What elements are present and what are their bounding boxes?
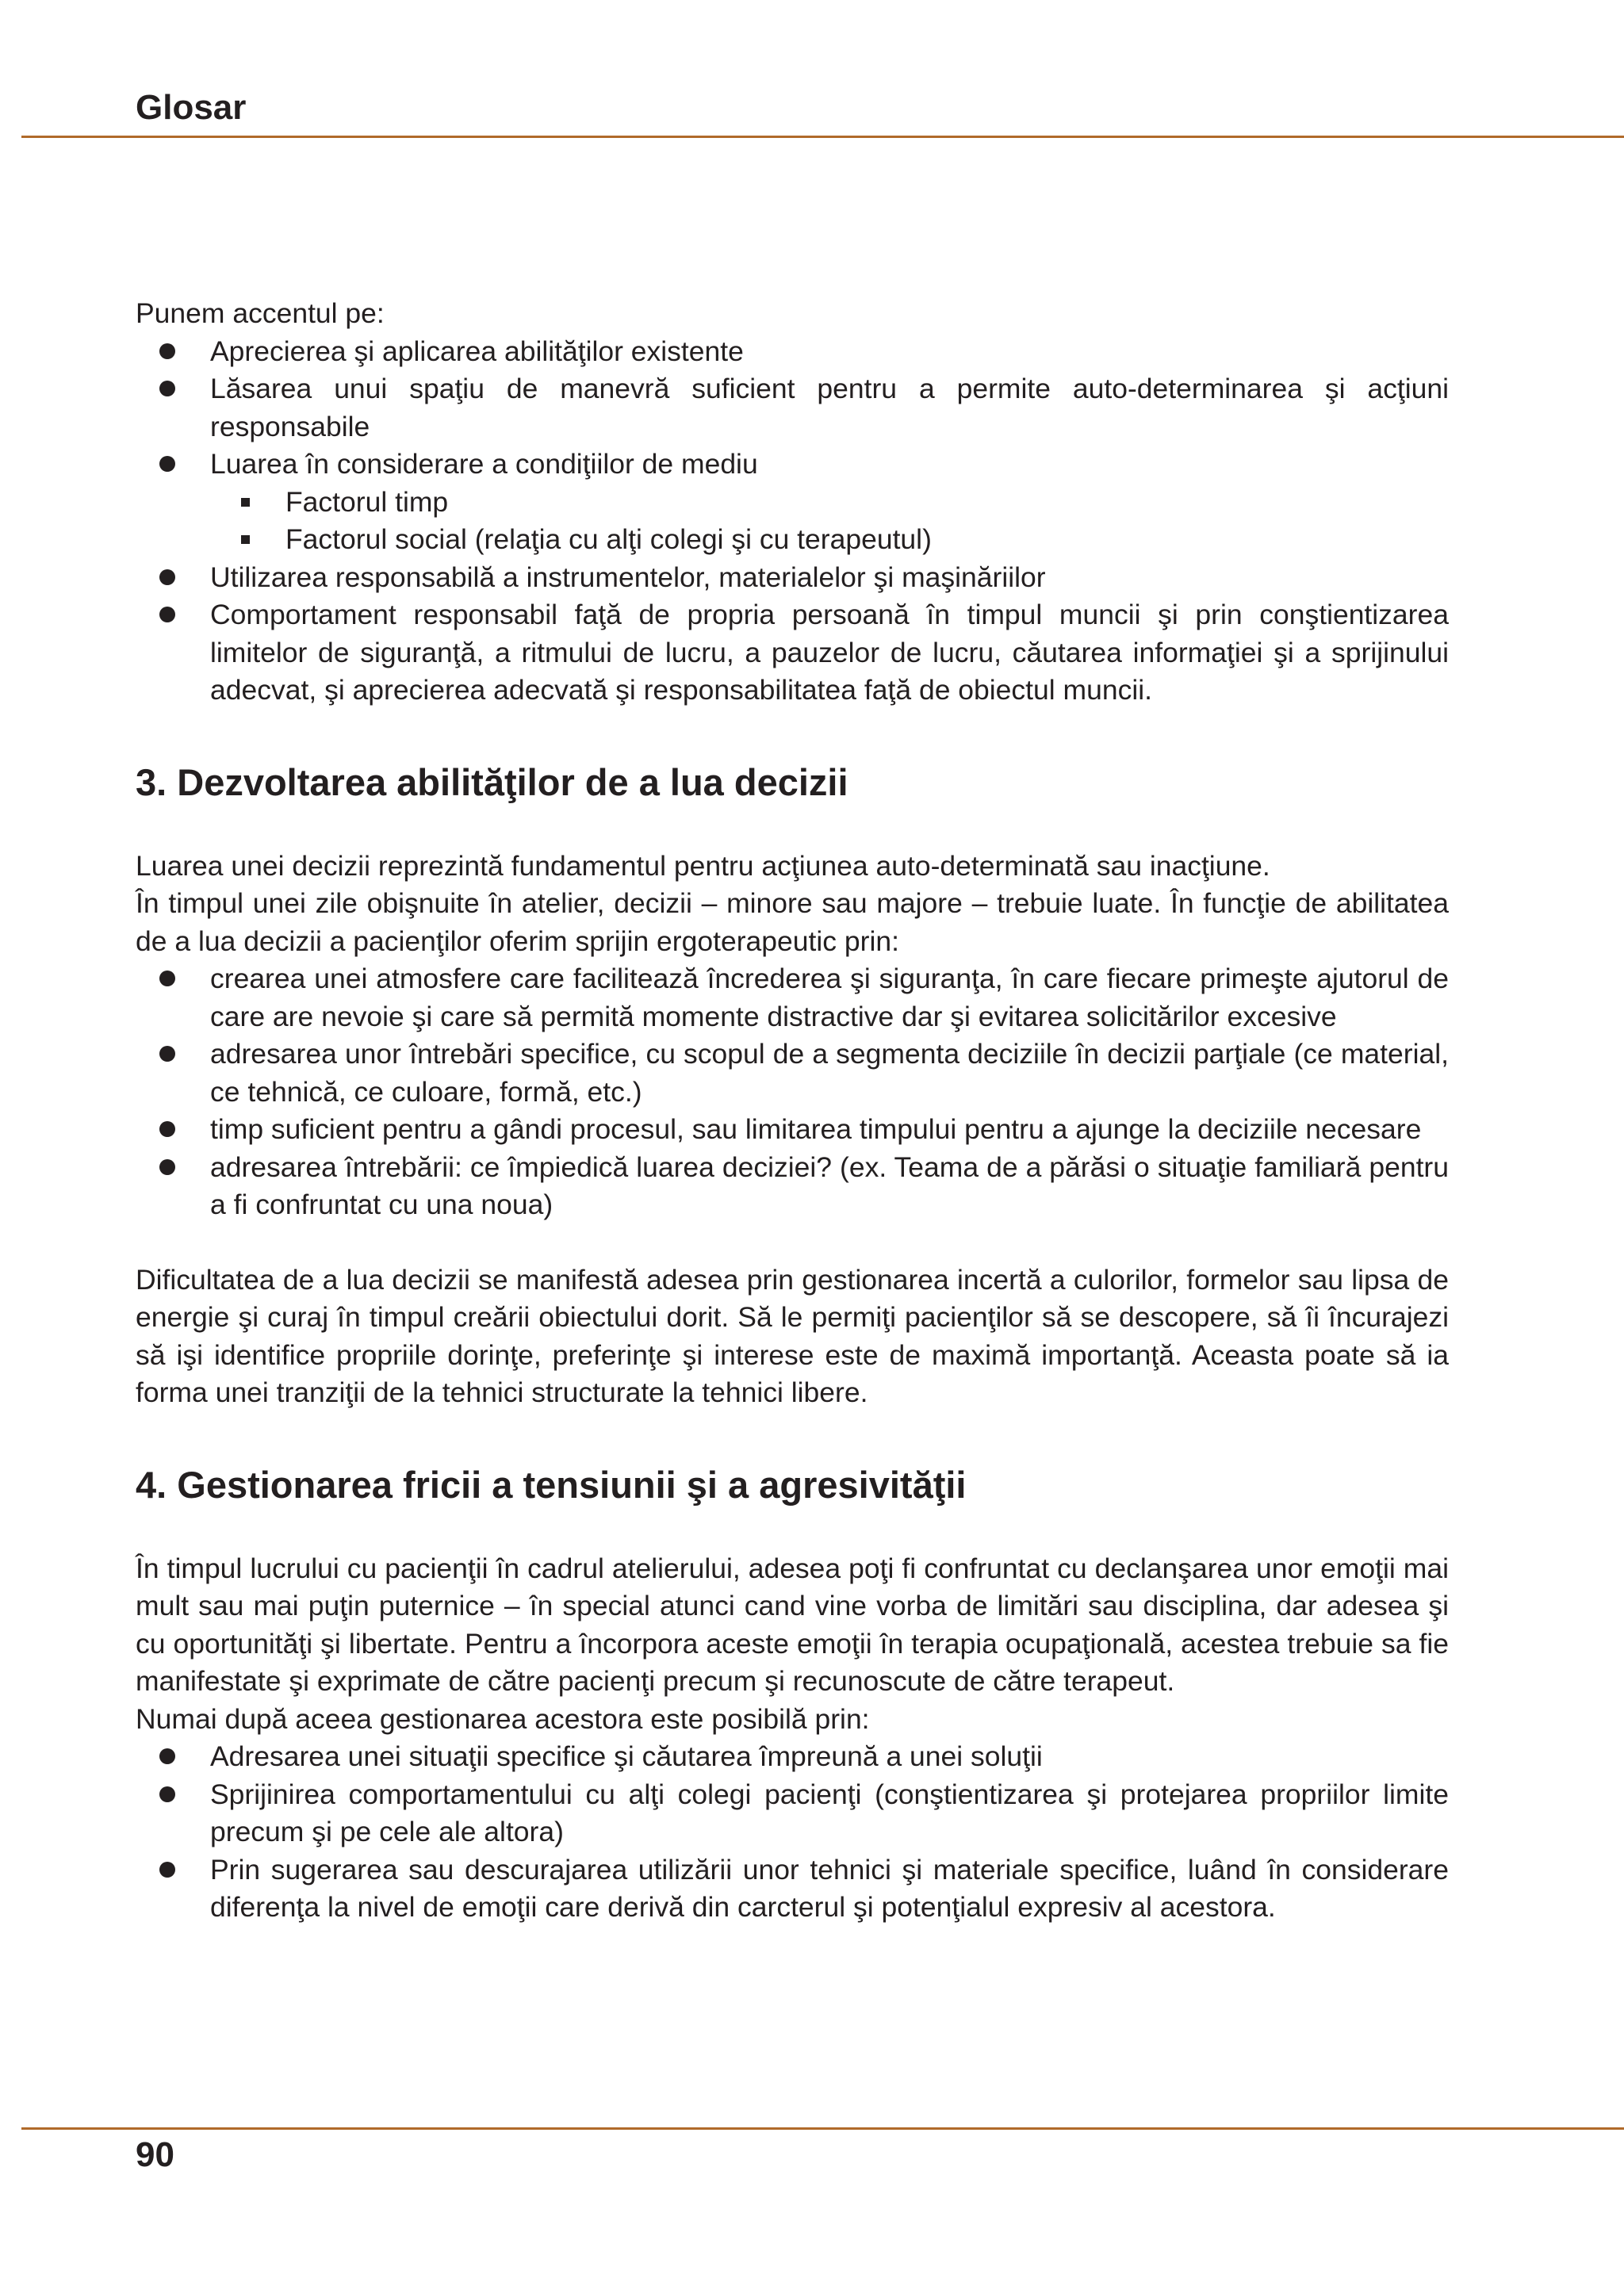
page-content (136, 295, 1449, 1927)
footer-divider (21, 2127, 1624, 2130)
bullet-icon (159, 1121, 175, 1137)
square-bullet-icon (241, 535, 250, 544)
section-4-paragraph: Numai după aceea gestionarea acestora este posibilă prin: (136, 1702, 870, 1735)
section-4-list (136, 1738, 1449, 1927)
bullet-icon (159, 607, 175, 622)
bullet-icon (159, 343, 175, 359)
list-item: Comportament responsabil faţă de propria persoană în timpul muncii şi prin conştientizarea limitelor de siguranţă, a ritmului de lucru, a pauzelor de lucru, căutarea informaţiei şi a sprijinului adecvat, şi aprecierea adecvată şi responsabilitatea faţă de obiectul muncii. (136, 596, 1449, 710)
intro-lead: Punem accentul pe: (136, 297, 385, 329)
bullet-icon (159, 1786, 175, 1802)
intro-list (136, 333, 1449, 710)
list-item: timp suficient pentru a gândi procesul, sau limitarea timpului pentru a ajunge la deciziile necesare (136, 1111, 1449, 1149)
section-4-paragraph: În timpul lucrului cu pacienţii în cadrul atelierului, adesea poţi fi confruntat cu declanşarea unor emoţii mai mult sau mai puţin puternice – în special atunci cand vine vorba de limitări sau disciplina, dar adesea şi cu oportunităţi şi libertate. Pentru a încorpora aceste emoţii în terapia ocupaţională, acestea trebuie sa fie manifestate şi exprimate de către pacienţi precum şi recunoscute de către terapeut. (136, 1552, 1449, 1697)
square-bullet-icon (241, 498, 250, 507)
section-4-heading: 4. Gestionarea fricii a tensiunii şi a agresivităţii (136, 1463, 967, 1506)
sub-list-item: Factorul social (relaţia cu alţi colegi şi cu terapeutul) (136, 521, 1449, 559)
list-item: crearea unei atmosfere care facilitează încrederea şi siguranţa, în care fiecare primeşte ajutorul de care are nevoie şi care să permită momente distractive dar şi evitarea solicitărilor excesive (136, 960, 1449, 1036)
list-item: Adresarea unei situaţii specifice şi căutarea împreună a unei soluţii (136, 1738, 1449, 1776)
list-item: Prin sugerarea sau descurajarea utilizării unor tehnici şi materiale specifice, luând în considerare diferenţa la nivel de emoţii care derivă din carcterul şi potenţialul expresiv al acestora. (136, 1851, 1449, 1927)
list-item: Sprijinirea comportamentului cu alţi colegi pacienţi (conştientizarea şi protejarea propriilor limite precum şi pe cele ale altora) (136, 1776, 1449, 1851)
section-3-paragraph: În timpul unei zile obişnuite în atelier, decizii – minore sau majore – trebuie luate. În funcţie de abilitatea de a lua decizii a pacienţilor oferim sprijin ergoterapeutic prin: (136, 887, 1449, 957)
bullet-icon (159, 1748, 175, 1764)
list-item: Aprecierea şi aplicarea abilităţilor existente (136, 333, 1449, 371)
list-item: adresarea unor întrebări specifice, cu scopul de a segmenta deciziile în decizii parţiale (ce material, ce tehnică, ce culoare, formă, etc.) (136, 1036, 1449, 1111)
list-item: Luarea în considerare a condiţiilor de mediu (136, 446, 1449, 484)
bullet-icon (159, 381, 175, 396)
header-divider (21, 136, 1624, 138)
list-item: adresarea întrebării: ce împiedică luarea deciziei? (ex. Teama de a părăsi o situaţie familiară pentru a fi confruntat cu una noua) (136, 1149, 1449, 1224)
bullet-icon (159, 1159, 175, 1175)
list-item: Utilizarea responsabilă a instrumentelor, materialelor şi maşinăriilor (136, 559, 1449, 597)
section-3-paragraph: Luarea unei decizii reprezintă fundamentul pentru acţiunea auto-determinată sau inacţiune. (136, 849, 1270, 882)
section-3-paragraph: Dificultatea de a lua decizii se manifestă adesea prin gestionarea incertă a culorilor, formelor sau lipsa de energie şi curaj în timpul creării obiectului dorit. Să le permiţi pacienţilor să se descopere, să îi încurajezi să işi identifice propriile dorinţe, preferinţe şi interese este de maximă importanţă. Aceasta poate să ia forma unei tranziţii de la tehnici structurate la tehnici libere. (136, 1263, 1449, 1408)
page-header-title: Glosar (136, 88, 247, 127)
list-item: Lăsarea unui spaţiu de manevră suficient pentru a permite auto-determinarea şi acţiuni responsabile (136, 370, 1449, 446)
bullet-icon (159, 1046, 175, 1062)
section-3-list (136, 960, 1449, 1224)
bullet-icon (159, 569, 175, 585)
bullet-icon (159, 971, 175, 986)
section-3-heading: 3. Dezvoltarea abilităţilor de a lua decizii (136, 760, 848, 803)
page-number: 90 (136, 2135, 174, 2174)
bullet-icon (159, 456, 175, 472)
sub-list-item: Factorul timp (136, 484, 1449, 522)
bullet-icon (159, 1862, 175, 1878)
